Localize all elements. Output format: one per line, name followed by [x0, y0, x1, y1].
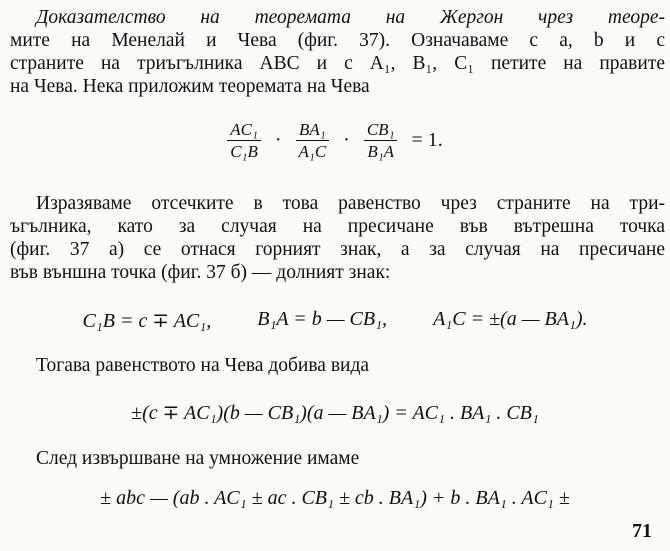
fraction — [227, 120, 261, 161]
paragraph-segments — [10, 192, 665, 284]
text-line: Тогава равенството на Чева добива вида — [36, 355, 370, 376]
text-line: ъгълника, като за случая на пресичане във вътрешна точка — [10, 216, 665, 237]
fraction-denominator: B₁A — [367, 142, 394, 161]
product-formula: ± abc — (ab . AC₁ ± ac . CB₁ ± cb . BA₁) + b . BA₁ . AC₁ ± — [100, 487, 570, 509]
formula-result: = 1. — [411, 129, 443, 151]
paragraph-multiplication — [10, 447, 665, 470]
formula-term: C₁B = c ∓ AC₁, — [82, 310, 212, 332]
text-line: След извършване на умножение имаме — [36, 448, 360, 469]
fraction-numerator: BA₁ — [296, 120, 329, 141]
text-line: на Чева. Нека приложим теоремата на Чева — [10, 76, 370, 97]
multiply-operator: · — [274, 129, 282, 151]
fraction-numerator: AC₁ — [227, 120, 261, 141]
text-line: Изразяваме отсечките в това равенство чрез страните на три- — [36, 193, 665, 214]
fraction — [296, 120, 330, 161]
multiply-operator: · — [343, 129, 350, 151]
fraction-numerator: CB₁ — [364, 120, 398, 141]
text-line: във външна точка (фиг. 37 б) — долният знак: — [10, 262, 391, 283]
ceva-expanded-formula: ±(c ∓ AC₁)(b — CB₁)(a — BA₁) = AC₁ . BA₁ . CB₁ — [131, 402, 539, 424]
formula-term: B₁A = b — CB₁, — [257, 308, 388, 330]
formula-term: A₁C = ±(a — BA₁). — [433, 308, 588, 330]
fraction — [364, 120, 398, 161]
text-line: страните на триъгълника ABC и с A₁, B₁, C₁ петите на правите — [10, 53, 665, 74]
fraction-denominator: A₁C — [298, 142, 327, 161]
text-line: мите на Менелай и Чева (фиг. 37). Означаваме с a, b и c — [10, 30, 665, 51]
ceva-theorem-formula — [0, 120, 670, 161]
paragraph-ceva-form — [10, 354, 665, 377]
paragraph-proof-intro — [10, 6, 665, 98]
text-line: Доказателство на теоремата на Жергон чрез теоре- — [36, 7, 665, 28]
page-number: 71 — [632, 520, 652, 542]
fraction-denominator: C₁B — [230, 142, 258, 161]
text-line: (фиг. 37 а) се отнася горният знак, а за случая на пресичане — [10, 239, 665, 260]
segments-formula — [0, 308, 670, 333]
